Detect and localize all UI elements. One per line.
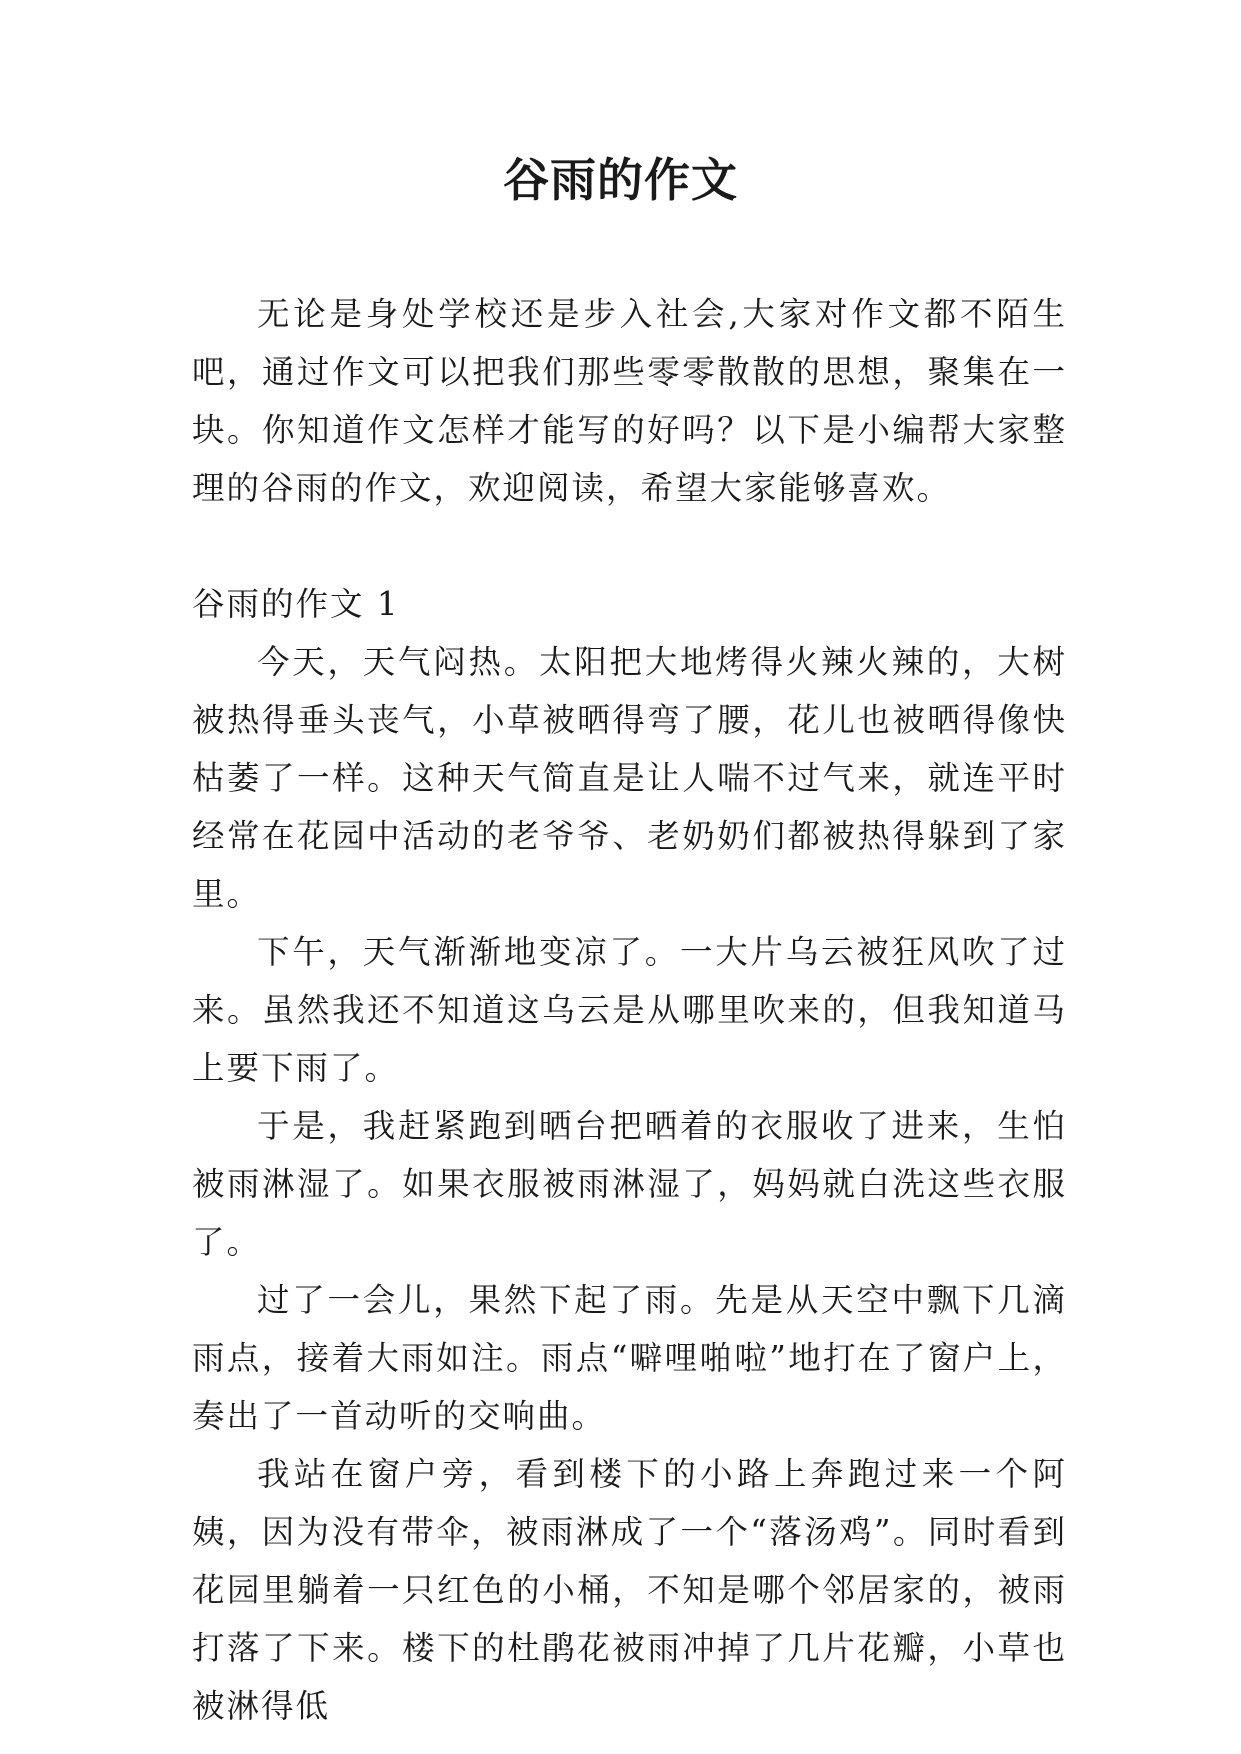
document-body (192, 285, 1067, 1735)
body-paragraph: 过了一会儿，果然下起了雨。先是从天空中飘下几滴雨点，接着大雨如注。雨点“噼哩啪啦”地打在了窗户上，奏出了一首动听的交响曲。 (192, 1281, 1067, 1435)
section-heading: 谷雨的作文 1 (192, 585, 400, 623)
body-paragraph: 于是，我赶紧跑到晒台把晒着的衣服收了进来，生怕被雨淋湿了。如果衣服被雨淋湿了，妈妈就白洗这些衣服了。 (192, 1107, 1067, 1261)
body-paragraph: 我站在窗户旁，看到楼下的小路上奔跑过来一个阿姨，因为没有带伞，被雨淋成了一个“落汤鸡”。同时看到花园里躺着一只红色的小桶，不知是哪个邻居家的，被雨打落了下来。楼下的杜鹃花被雨冲掉了几片花瓣，小草也被淋得低 (192, 1455, 1067, 1725)
body-paragraph: 下午，天气渐渐地变凉了。一大片乌云被狂风吹了过来。虽然我还不知道这乌云是从哪里吹来的，但我知道马上要下雨了。 (192, 933, 1067, 1087)
document-title: 谷雨的作文 (503, 153, 738, 207)
body-paragraph: 今天，天气闷热。太阳把大地烤得火辣火辣的，大树被热得垂头丧气，小草被晒得弯了腰，花儿也被晒得像快枯萎了一样。这种天气简直是让人喘不过气来，就连平时经常在花园中活动的老爷爷、老奶奶们都被热得躲到了家里。 (192, 643, 1067, 913)
intro-paragraph: 无论是身处学校还是步入社会,大家对作文都不陌生吧，通过作文可以把我们那些零零散散的思想，聚集在一块。你知道作文怎样才能写的好吗？以下是小编帮大家整理的谷雨的作文，欢迎阅读，希望大家能够喜欢。 (192, 295, 1067, 507)
